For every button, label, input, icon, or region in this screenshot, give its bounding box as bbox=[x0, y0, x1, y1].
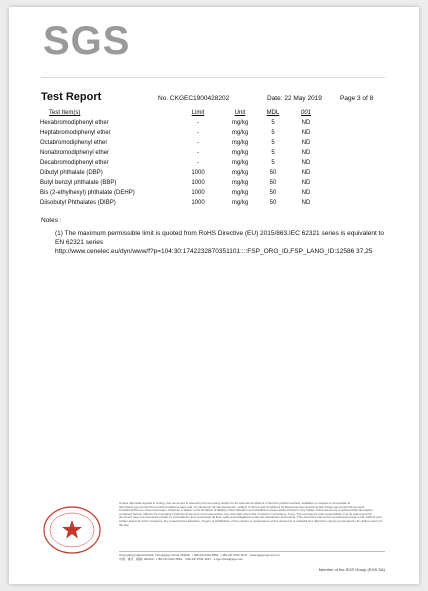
header-limit: Limit bbox=[191, 110, 205, 116]
header-test-items: Test Item(s) bbox=[49, 110, 81, 116]
cell-mdl: 50 bbox=[269, 200, 277, 206]
cell-test-item: Diisobutyl Phthalates (DIBP) bbox=[40, 200, 116, 206]
notes-url: http://www.cenelec.eu/dyn/www/f?p=104:30:1742232870351101::::FSP_ORG_ID,FSP_LANG_ID:12586 37,25 bbox=[55, 248, 373, 255]
results-table bbox=[40, 108, 322, 208]
cell-test-item: Heptabromodiphenyl ether bbox=[40, 130, 111, 136]
cell-mdl: 5 bbox=[271, 150, 275, 156]
table-row bbox=[40, 128, 322, 138]
cell-result: ND bbox=[301, 190, 311, 196]
header-sample-001: 001 bbox=[300, 110, 311, 116]
cell-unit: mg/kg bbox=[231, 200, 249, 206]
cell-limit: - bbox=[197, 150, 199, 156]
member-line: Member of the SGS Group (SGS SA) bbox=[318, 567, 385, 572]
cell-test-item: Bis (2-ethylhexyl) phthalate (DEHP) bbox=[40, 190, 135, 196]
report-page bbox=[9, 7, 419, 584]
cell-mdl: 50 bbox=[269, 190, 277, 196]
cell-test-item: Decabromodiphenyl ether bbox=[40, 160, 109, 166]
cell-limit: 1000 bbox=[191, 190, 205, 196]
cell-limit: - bbox=[197, 120, 199, 126]
report-date: Date: 22 May 2019 bbox=[267, 95, 322, 102]
cell-result: ND bbox=[301, 150, 311, 156]
header-mdl: MDL bbox=[266, 110, 280, 116]
cell-unit: mg/kg bbox=[231, 150, 249, 156]
cell-result: ND bbox=[301, 120, 311, 126]
header-divider bbox=[41, 77, 385, 78]
cell-result: ND bbox=[301, 170, 311, 176]
cell-mdl: 5 bbox=[271, 140, 275, 146]
page-number: Page 3 of 8 bbox=[340, 95, 374, 102]
cell-result: ND bbox=[301, 130, 311, 136]
cell-unit: mg/kg bbox=[231, 190, 249, 196]
company-stamp bbox=[42, 505, 102, 555]
report-title: Test Report bbox=[41, 91, 102, 103]
cell-test-item: Octabromodiphenyl ether bbox=[40, 140, 108, 146]
cell-mdl: 5 bbox=[271, 120, 275, 126]
notes-text: (1) The maximum permissible limit is quoted from RoHS Directive (EU) 2015/863.IEC 62321 series is equivalent to EN 62321 series bbox=[55, 230, 384, 246]
legal-disclaimer: Unless otherwise agreed in writing, this document is issued by the Company subject to its General Conditions of Service printed overleaf, available on request or accessible at http://www.sgs.com/en/Terms-and-Conditions.aspx and, for electronic format documents, subject to Terms and Conditions for Electronic Documents at http://www.sgs.com/en/Terms-and-Conditions/Terms-e-Document.aspx. Attention is drawn to the limitation of liability, indemnification and jurisdiction issues defined therein. Any holder of this document is advised that information contained hereon reflects the Company's findings at the time of its intervention only and within the limits of Client's instructions, if any. The Company's sole responsibility is to its Client and this document does not exonerate parties to a transaction from exercising all their rights and obligations under the transaction documents. This document cannot be reproduced except in full, without prior written approval of the Company. Any unauthorized alteration, forgery or falsification of the content or appearance of this document is unlawful and offenders may be prosecuted to the fullest extent of the law. bbox=[119, 501, 383, 527]
cell-test-item: Dibutyl phthalate (DBP) bbox=[40, 170, 103, 176]
cell-mdl: 50 bbox=[269, 170, 277, 176]
cell-test-item: Nonabromodiphenyl ether bbox=[40, 150, 110, 156]
cell-mdl: 50 bbox=[269, 180, 277, 186]
cell-mdl: 5 bbox=[271, 130, 275, 136]
table-row bbox=[40, 158, 322, 168]
table-row bbox=[40, 168, 322, 178]
table-header-row bbox=[40, 108, 322, 118]
report-number: No. CKGEC1900428202 bbox=[158, 95, 230, 102]
sgs-logo: SGS bbox=[43, 19, 131, 63]
footer-address-en: Chongqing Industrial Park, Chongqing, China 401120 t (86-23) 6311 0862 f (86-23) 6791 3247 www.sgsgroup.com.cn bbox=[119, 551, 385, 557]
table-row bbox=[40, 118, 322, 128]
cell-unit: mg/kg bbox=[231, 160, 249, 166]
table-row bbox=[40, 198, 322, 208]
cell-limit: - bbox=[197, 130, 199, 136]
cell-result: ND bbox=[301, 160, 311, 166]
table-row bbox=[40, 178, 322, 188]
notes-label: Notes : bbox=[41, 217, 62, 224]
cell-unit: mg/kg bbox=[231, 130, 249, 136]
table-row bbox=[40, 188, 322, 198]
cell-result: ND bbox=[301, 140, 311, 146]
cell-test-item: Butyl benzyl phthalate (BBP) bbox=[40, 180, 117, 186]
footer-address-cn: 中国 · 重庆 邮编: 401120 t (86-23) 6311 0862 f (86-23) 6791 3247 e sgs.china@sgs.com bbox=[119, 557, 243, 561]
cell-limit: - bbox=[197, 160, 199, 166]
table-row bbox=[40, 138, 322, 148]
header-unit: Unit bbox=[234, 110, 246, 116]
cell-limit: 1000 bbox=[191, 170, 205, 176]
cell-limit: 1000 bbox=[191, 180, 205, 186]
cell-unit: mg/kg bbox=[231, 140, 249, 146]
cell-limit: - bbox=[197, 140, 199, 146]
cell-result: ND bbox=[301, 180, 311, 186]
cell-test-item: Hexabromodiphenyl ether bbox=[40, 120, 109, 126]
table-row bbox=[40, 148, 322, 158]
cell-result: ND bbox=[301, 200, 311, 206]
cell-unit: mg/kg bbox=[231, 120, 249, 126]
cell-limit: 1000 bbox=[191, 200, 205, 206]
cell-unit: mg/kg bbox=[231, 170, 249, 176]
cell-unit: mg/kg bbox=[231, 180, 249, 186]
cell-mdl: 5 bbox=[271, 160, 275, 166]
